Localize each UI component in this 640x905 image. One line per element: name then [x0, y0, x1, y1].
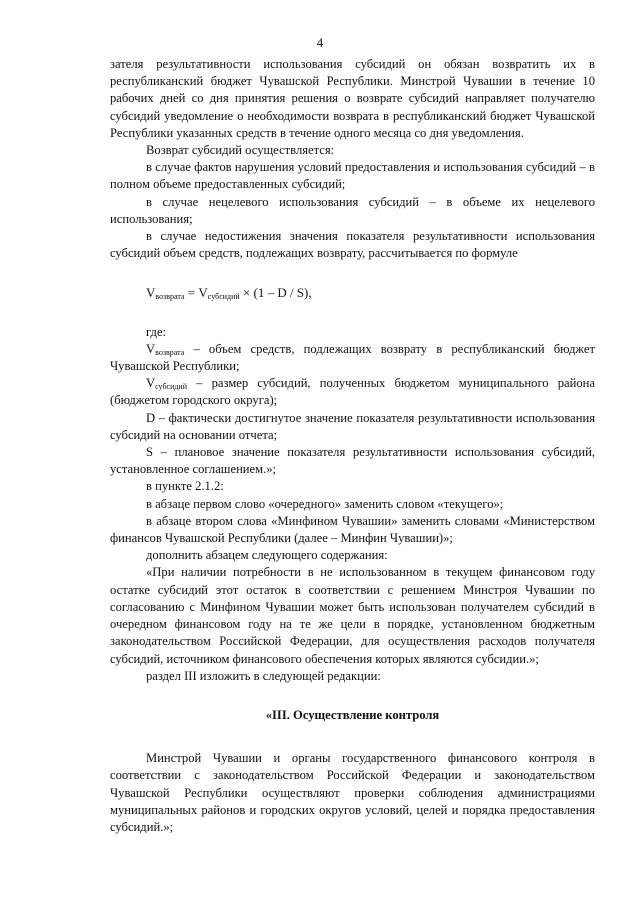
paragraph: Минстрой Чувашии и органы государственного финансового контроля в соответствии с законодательством Российской Федерации и законодательством Чувашской Республики осуществляют проверки соблюдения администрациями муниципальных районов и городских округов условий, целей и порядка предоставления субсидий.»; — [110, 751, 595, 834]
paragraph: зателя результативности использования субсидий он обязан возвратить их в республиканский бюджет Чувашской Республики. Минстрой Чувашии в течение 10 рабочих дней со дня принятия решения о возврате субсидий направляет получателю субсидий уведомление о необходимости возврата в республиканский бюджет Чувашской Республики указанных средств в течение одного месяца со дня уведомления. — [110, 57, 595, 140]
definition-s: S – плановое значение показателя результативности использования субсидий, установленное соглашением.»; — [110, 445, 595, 477]
formula-symbol: V — [146, 285, 156, 301]
refund-formula — [110, 284, 595, 301]
paragraph: Возврат субсидий осуществляется: — [146, 143, 335, 158]
paragraph: в случае недостижения значения показателя результативности использования субсидий объем средств, подлежащих возврату, рассчитывается по формуле — [110, 229, 595, 261]
formula-expression: × (1 – D / S), — [239, 285, 312, 301]
page-number: 4 — [316, 36, 324, 50]
formula-operator: = — [184, 285, 199, 301]
formula-subscript: возврата — [155, 292, 185, 302]
paragraph: в случае фактов нарушения условий предоставления и использования субсидий – в полном объеме предоставленных субсидий; — [110, 160, 595, 192]
definition-v-subsidy — [110, 375, 595, 409]
formula-symbol: V — [146, 376, 156, 391]
paragraph: в абзаце первом слово «очередного» заменить словом «текущего»; — [146, 496, 504, 511]
paragraph: в случае нецелевого использования субсидий – в объеме их нецелевого использования; — [110, 194, 595, 226]
formula-symbol: V — [146, 341, 156, 356]
formula-subscript: субсидий — [207, 292, 240, 302]
definition-text: – размер субсидий, полученных бюджетом муниципального района (бюджетом городского округа); — [110, 376, 595, 408]
formula-subscript: субсидий — [155, 382, 187, 392]
document-body — [110, 56, 595, 836]
formula-subscript: возврата — [155, 347, 185, 357]
definition-v-refund — [110, 341, 595, 375]
paragraph: дополнить абзацем следующего содержания: — [146, 548, 388, 563]
formula-symbol: V — [198, 285, 208, 301]
paragraph: где: — [146, 324, 167, 339]
definition-text: – объем средств, подлежащих возврату в республиканский бюджет Чувашской Республики; — [110, 341, 595, 374]
section-heading: «III. Осуществление контроля — [265, 707, 440, 722]
paragraph: раздел III изложить в следующей редакции: — [146, 668, 381, 683]
paragraph: «При наличии потребности в не использованном в текущем финансовом году остатке субсидий этот остаток в соответствии с решением Минстроя Чувашии по согласованию с Минфином Чувашии может быть использован получателем субсидий в очередном финансовом году на те же цели в порядке, установленном бюджетным законодательством Российской Федерации, для осуществления расходов получателя субсидий, источником финансового обеспечения которых являются субсидии.»; — [110, 565, 595, 666]
definition-d: D – фактически достигнутое значение показателя результативности использования субсидий на основании отчета; — [110, 410, 595, 442]
paragraph: в абзаце втором слова «Минфином Чувашии» заменить словами «Министерством финансов Чувашской Республики (далее – Минфин Чувашии)»; — [110, 513, 595, 546]
paragraph: в пункте 2.1.2: — [146, 479, 224, 494]
